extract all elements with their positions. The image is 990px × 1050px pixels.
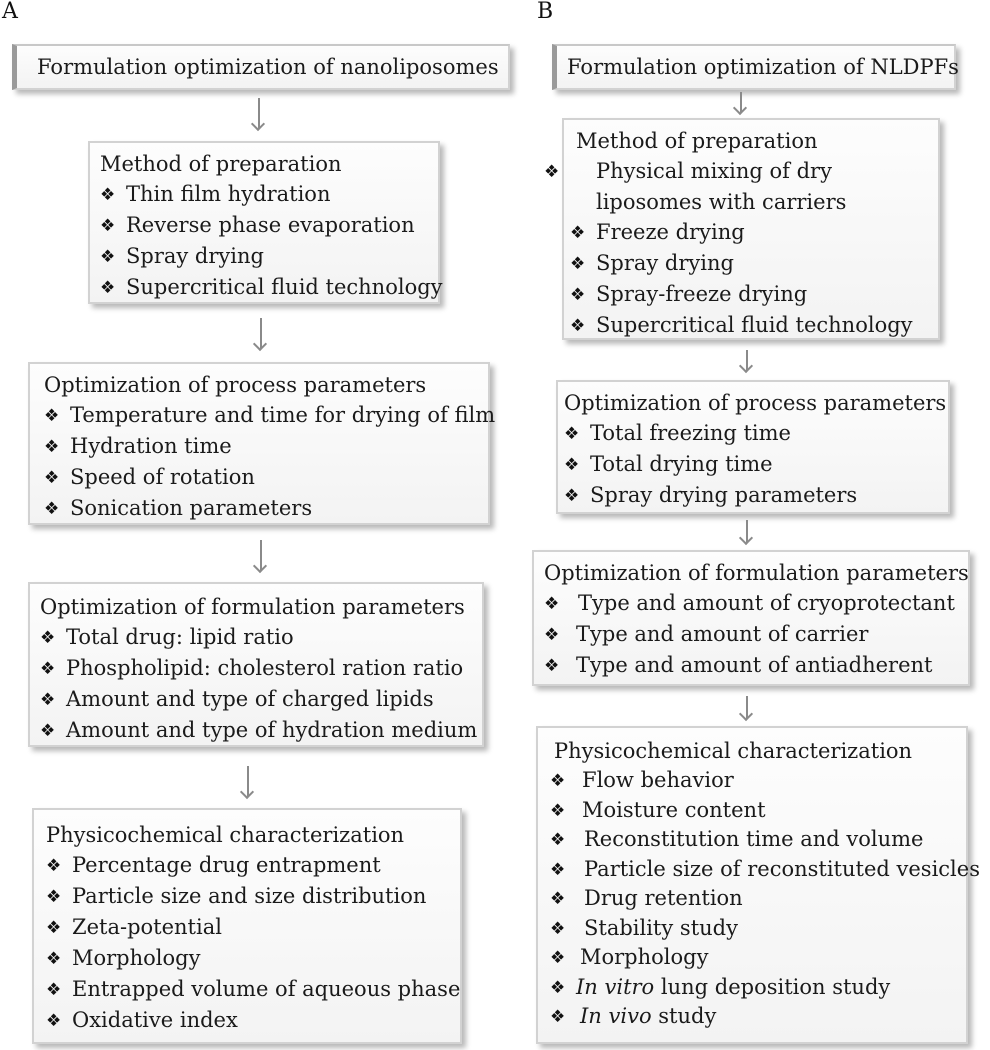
list-item: ❖ Percentage drug entrapment: [46, 850, 460, 881]
bullet-icon: ❖: [564, 455, 580, 475]
bullet-icon: ❖: [544, 594, 560, 614]
panel-a-method-box: [88, 141, 443, 304]
bullet-icon: ❖: [550, 859, 566, 880]
list-item: ❖ Supercritical fluid technology: [570, 310, 938, 341]
list-item: ❖ Total drug: lipid ratio: [40, 622, 482, 653]
list-item: ❖ In vivo study: [550, 1002, 966, 1032]
section-heading: Optimization of process parameters: [44, 373, 427, 397]
list-item: ❖ Stability study: [550, 914, 966, 944]
list-item: ❖ Hydration time: [44, 431, 488, 462]
list-item: ❖ Particle size of reconstituted vesicles: [550, 855, 966, 885]
list-item: ❖ Temperature and time for drying of film: [44, 400, 488, 431]
panel-a-characterization-box: [32, 808, 462, 1044]
bullet-icon: ❖: [544, 625, 560, 645]
list-item: ❖ Reverse phase evaporation: [100, 210, 438, 241]
list-item: ❖ Sonication parameters: [44, 493, 488, 524]
section-heading: Optimization of formulation parameters: [544, 561, 969, 585]
list-item: ❖ Amount and type of hydration medium: [40, 715, 482, 746]
bullet-icon: ❖: [40, 659, 56, 679]
bullet-icon: ❖: [544, 162, 560, 182]
bullet-icon: ❖: [46, 856, 62, 876]
bullet-icon: ❖: [46, 918, 62, 938]
section-heading: Optimization of process parameters: [564, 391, 947, 415]
arrow-down-icon: [746, 696, 748, 718]
list-item: ❖ Drug retention: [550, 884, 966, 914]
list-item: ❖ Total freezing time: [564, 418, 948, 449]
bullet-icon: ❖: [100, 216, 116, 236]
bullet-icon: ❖: [550, 1007, 566, 1027]
panel-b-method-box: [544, 118, 940, 340]
arrow-down-icon: [746, 520, 748, 542]
bullet-icon: ❖: [100, 278, 116, 298]
bullet-icon: ❖: [40, 628, 56, 648]
panel-a-title-box: [12, 44, 510, 90]
panel-a-label: A: [2, 0, 18, 24]
bullet-icon: ❖: [100, 247, 116, 267]
panel-b-formulation-box: [532, 550, 970, 686]
bullet-icon: ❖: [570, 316, 586, 336]
list-item: ❖ Entrapped volume of aqueous phase: [46, 974, 460, 1005]
bullet-icon: ❖: [100, 185, 116, 205]
panel-b-label: B: [537, 0, 554, 24]
bullet-icon: ❖: [550, 771, 566, 791]
list-item: ❖ Spray drying: [570, 248, 938, 279]
list-item: ❖ Speed of rotation: [44, 462, 488, 493]
panel-b-title-box: [552, 44, 959, 90]
list-item: ❖ In vitro lung deposition study: [550, 973, 966, 1003]
list-item: ❖ Morphology: [46, 943, 460, 974]
bullet-icon: ❖: [40, 690, 56, 710]
bullet-icon: ❖: [550, 800, 566, 821]
panel-a-title: Formulation optimization of nanoliposomes: [37, 55, 499, 79]
list-item: ❖ Particle size and size distribution: [46, 881, 460, 912]
list-item: ❖ Amount and type of charged lipids: [40, 684, 482, 715]
bullet-icon: ❖: [46, 887, 62, 907]
bullet-icon: ❖: [564, 424, 580, 444]
bullet-icon: ❖: [550, 918, 566, 939]
list-item: ❖ Spray-freeze drying: [570, 279, 938, 310]
list-item: ❖ Freeze drying: [570, 217, 938, 248]
arrow-down-icon: [258, 98, 260, 128]
list-item: ❖ Reconstitution time and volume: [550, 825, 966, 855]
section-heading: Method of preparation: [100, 152, 342, 176]
list-item: ❖ Spray drying: [100, 241, 438, 272]
list-item: ❖ Supercritical fluid technology: [100, 272, 438, 303]
bullet-icon: ❖: [544, 656, 560, 676]
bullet-icon: ❖: [564, 486, 580, 506]
bullet-icon: ❖: [46, 1011, 62, 1031]
list-item: ❖ Physical mixing of dry liposomes with carriers: [544, 159, 847, 214]
bullet-icon: ❖: [550, 948, 566, 968]
bullet-icon: ❖: [44, 437, 60, 457]
bullet-icon: ❖: [44, 499, 60, 519]
bullet-icon: ❖: [44, 406, 60, 426]
section-heading: Optimization of formulation parameters: [40, 595, 465, 619]
bullet-icon: ❖: [570, 285, 586, 305]
list-item: ❖ Zeta-potential: [46, 912, 460, 943]
list-item: ❖ Type and amount of cryoprotectant: [544, 588, 968, 619]
list-item: ❖ Type and amount of antiadherent: [544, 650, 968, 681]
bullet-icon: ❖: [550, 977, 566, 998]
arrow-down-icon: [260, 540, 262, 570]
bullet-icon: ❖: [46, 980, 62, 1000]
bullet-icon: ❖: [46, 949, 62, 969]
bullet-icon: ❖: [550, 830, 566, 850]
panel-a-process-box: [28, 362, 496, 525]
list-item: ❖ Thin film hydration: [100, 179, 438, 210]
bullet-icon: ❖: [44, 468, 60, 488]
list-item: ❖ Flow behavior: [550, 766, 966, 796]
panel-b-title: Formulation optimization of NLDPFs: [567, 55, 959, 79]
panel-b-characterization-box: [536, 726, 980, 1044]
section-heading: Physicochemical characterization: [554, 739, 913, 763]
bullet-icon: ❖: [40, 721, 56, 741]
list-item: ❖ Total drying time: [564, 449, 948, 480]
bullet-icon: ❖: [570, 223, 586, 243]
list-item: ❖ Oxidative index: [46, 1005, 460, 1036]
list-item: ❖ Spray drying parameters: [564, 480, 948, 511]
list-item: ❖ Phospholipid: cholesterol ration ratio: [40, 653, 482, 684]
section-heading: Method of preparation: [576, 129, 818, 153]
arrow-down-icon: [247, 766, 249, 796]
bullet-icon: ❖: [550, 889, 566, 909]
list-item: ❖ Morphology: [550, 943, 966, 973]
panel-a-formulation-box: [28, 582, 484, 747]
arrow-down-icon: [746, 350, 748, 370]
section-heading: Physicochemical characterization: [46, 823, 405, 847]
arrow-down-icon: [260, 318, 262, 348]
arrow-down-icon: [740, 92, 742, 112]
panel-b-process-box: [556, 380, 950, 514]
list-item: ❖ Type and amount of carrier: [544, 619, 968, 650]
list-item: ❖ Moisture content: [550, 796, 966, 826]
bullet-icon: ❖: [570, 254, 586, 274]
